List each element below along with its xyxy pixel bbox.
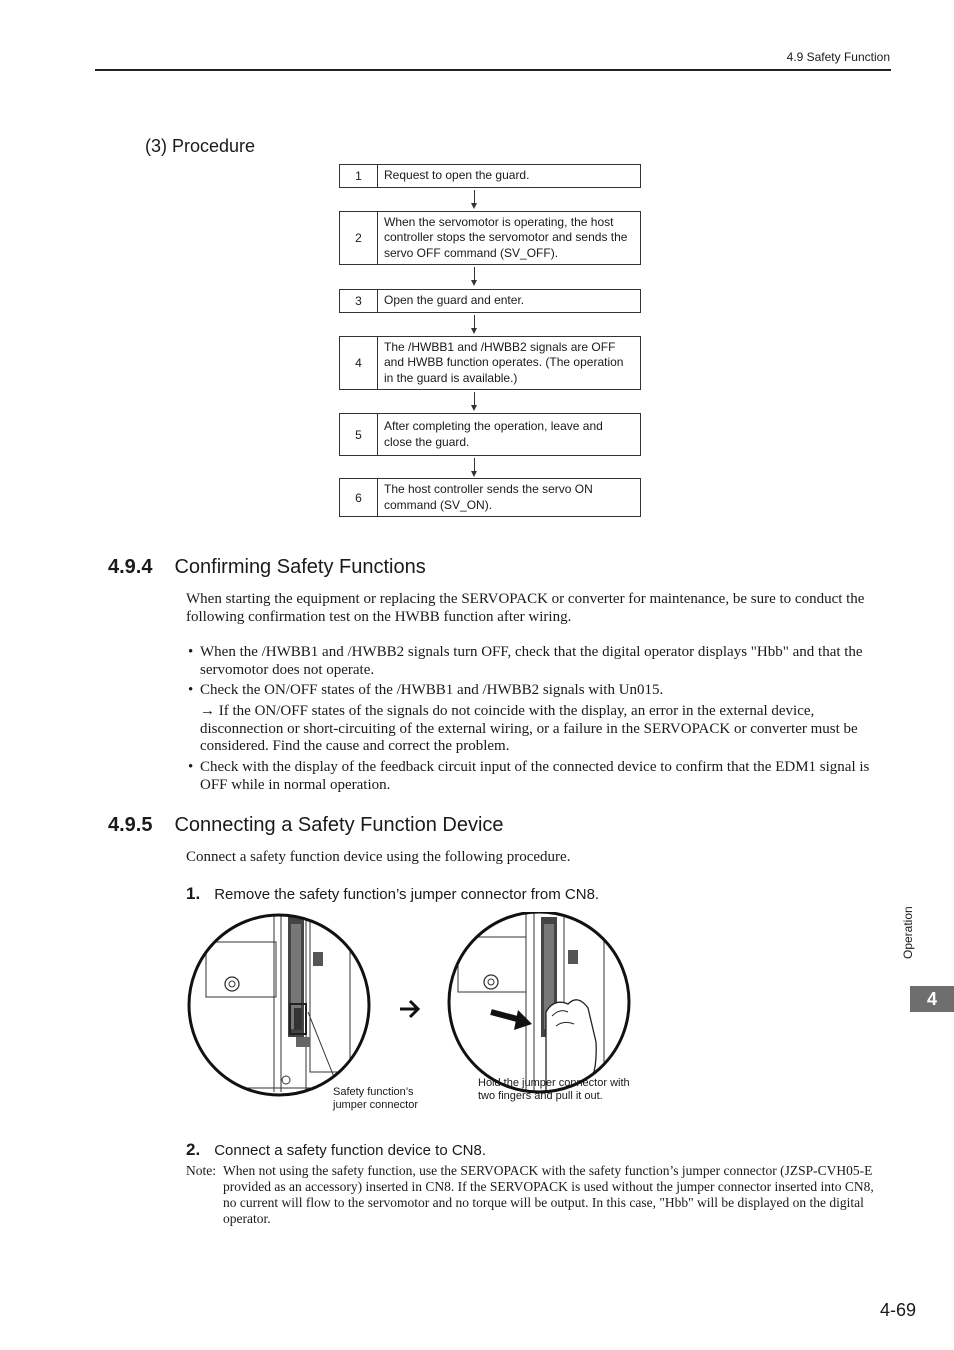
flow-step-1 <box>339 164 641 188</box>
figure-caption-left <box>333 1086 418 1112</box>
bullet-item: • Check the ON/OFF states of the /HWBB1 and /HWBB2 signals with Un015. <box>188 682 888 700</box>
caption-line: Safety function’s <box>333 1086 414 1098</box>
flow-step-4 <box>339 336 641 390</box>
flow-step-number: 2 <box>340 212 378 264</box>
figure-caption-right <box>478 1077 630 1103</box>
section-heading-494 <box>108 556 426 579</box>
flow-step-text: Open the guard and enter. <box>384 293 525 308</box>
caption-line: two fingers and pull it out. <box>478 1090 603 1102</box>
step-1 <box>186 884 599 904</box>
flow-arrow <box>474 392 476 412</box>
section-title: Connecting a Safety Function Device <box>174 814 504 836</box>
flow-arrow <box>474 315 476 335</box>
note-text: When not using the safety function, use the SERVOPACK with the safety function’s jumper connector (JZSP-CVH05-E provided as an accessory) inserted in CN8. If the SERVOPACK is used without the jumper connector inserted into CN8, no current will flow to the servomotor and no torque will be output. In this case, "Hbb" will be displayed on the digital operator. <box>223 1163 874 1226</box>
caption-line: Hold the jumper connector with <box>478 1077 630 1089</box>
flow-step-text: The /HWBB1 and /HWBB2 signals are OFF and HWBB function operates. (The operation in the guard is available.) <box>384 339 624 385</box>
flow-step-2 <box>339 211 641 265</box>
bullet-item: • Check with the display of the feedback circuit input of the connected device to confirm that the EDM1 signal is OFF while in normal operation. <box>188 759 888 794</box>
step-2 <box>186 1140 486 1160</box>
flow-step-number: 6 <box>340 479 378 516</box>
step-number: 1. <box>186 884 201 903</box>
flow-step-6 <box>339 478 641 517</box>
section-title: Confirming Safety Functions <box>174 556 426 578</box>
flow-step-3 <box>339 289 641 313</box>
flow-step-text: When the servomotor is operating, the host controller stops the servomotor and sends the servo OFF command (SV_OFF). <box>384 214 628 260</box>
flow-step-5 <box>339 413 641 456</box>
step-text: Connect a safety function device to CN8. <box>214 1142 487 1159</box>
step-number: 2. <box>186 1140 201 1159</box>
side-tab-text: Operation <box>901 906 915 959</box>
caption-line: jumper connector <box>333 1099 418 1111</box>
bullet-text: Check the ON/OFF states of the /HWBB1 and /HWBB2 signals with Un015. <box>200 682 664 698</box>
flow-step-text: The host controller sends the servo ON command (SV_ON). <box>384 482 593 512</box>
flow-step-text: Request to open the guard. <box>384 168 530 183</box>
note-label: Note: <box>186 1163 216 1178</box>
header-rule <box>95 69 891 71</box>
procedure-title: (3) Procedure <box>145 136 256 156</box>
side-tab-label <box>895 893 929 963</box>
section-intro: When starting the equipment or replacing the SERVOPACK or converter for maintenance, be sure to conduct the following confirmation test on the HWBB function after wiring. <box>186 591 865 625</box>
section-heading-495 <box>108 814 504 837</box>
flow-step-number: 3 <box>340 290 378 312</box>
section-number: 4.9.4 <box>108 556 153 578</box>
bullet-text: When the /HWBB1 and /HWBB2 signals turn OFF, check that the digital operator displays "Hbb" and that the servomotor does not operate. <box>200 644 863 678</box>
step-text: Remove the safety function’s jumper connector from CN8. <box>214 886 600 903</box>
flow-step-number: 5 <box>340 414 378 455</box>
flow-arrow <box>474 458 476 478</box>
flow-step-text: After completing the operation, leave and close the guard. <box>384 419 603 449</box>
flow-step-number: 1 <box>340 165 378 187</box>
section-intro: Connect a safety function device using the following procedure. <box>186 849 571 865</box>
bullet-item: • When the /HWBB1 and /HWBB2 signals turn OFF, check that the digital operator displays "Hbb" and that the servomotor does not operate. <box>188 644 888 679</box>
flow-arrow <box>474 267 476 287</box>
page-number: 4-69 <box>880 1300 917 1320</box>
flow-arrow <box>474 190 476 210</box>
arrow-right-icon <box>400 1001 418 1017</box>
sub-note: → If the ON/OFF states of the signals do not coincide with the display, an error in the external device, disconnection or short-circuiting of the external wiring, or a failure in the SERVOPACK or converter must be considered. Find the cause and correct the problem. <box>200 703 858 754</box>
running-header: 4.9 Safety Function <box>786 50 890 64</box>
bullet-text: Check with the display of the feedback circuit input of the connected device to confirm that the EDM1 signal is OFF while in normal operation. <box>200 759 870 793</box>
chapter-tab: 4 <box>910 986 954 1012</box>
section-number: 4.9.5 <box>108 814 153 836</box>
flow-step-number: 4 <box>340 337 378 389</box>
